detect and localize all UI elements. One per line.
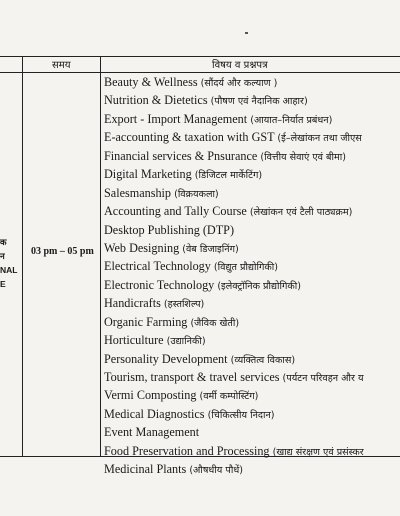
- subject-list: [104, 73, 400, 479]
- subject-hi: (उद्यानिकी): [166, 336, 206, 348]
- subject-en: Salesmanship: [104, 185, 172, 200]
- subject-row: [104, 442, 400, 460]
- subject-hi: (विक्रयकला): [174, 188, 219, 200]
- subject-hi: (वर्मी कम्पोस्टिंग): [199, 391, 259, 403]
- subject-en: Export - Import Management: [104, 111, 248, 126]
- subject-row: [104, 460, 400, 478]
- subject-hi: (वेब डिजाइनिंग): [182, 243, 239, 255]
- subject-row: [104, 239, 400, 257]
- subject-hi: (इलेक्ट्रॉनिक प्रौद्योगिकी): [217, 280, 301, 292]
- subject-hi: (ई–लेखांकन तथा जीएस: [277, 133, 362, 145]
- subject-en: Electrical Technology: [104, 259, 211, 274]
- column-divider-left: [22, 56, 23, 456]
- subject-row: [104, 276, 400, 294]
- time-column-header: समय: [52, 60, 71, 71]
- subject-en: Beauty & Wellness: [104, 75, 198, 89]
- subject-en: Vermi Composting: [104, 388, 197, 403]
- subject-row: [104, 350, 400, 368]
- subject-hi: (विद्युत प्रौद्योगिकी): [213, 262, 278, 274]
- subject-en: E-accounting & taxation with GST: [104, 130, 275, 145]
- subject-hi: (हस्तशिल्प): [163, 299, 205, 311]
- subject-row: [104, 405, 400, 423]
- subject-row: [104, 368, 400, 386]
- left-column-fragment-1: क: [0, 237, 7, 247]
- subject-hi: (डिजिटल मार्केटिंग): [194, 170, 263, 182]
- subject-row: [104, 128, 400, 146]
- subject-en: Organic Farming: [104, 314, 188, 329]
- subject-row: [104, 73, 400, 91]
- subject-en: Desktop Publishing (DTP): [104, 222, 235, 237]
- left-column-fragment-4: E: [0, 279, 6, 289]
- subject-row: [104, 110, 400, 128]
- subject-column-header: विषय व प्रश्नपत्र: [212, 60, 268, 71]
- subject-en: Medicinal Plants: [104, 462, 187, 477]
- subject-row: [104, 165, 400, 183]
- subject-hi: (आयात–निर्यात प्रबंधन): [250, 114, 333, 126]
- left-column-fragment-2: न: [0, 251, 5, 261]
- subject-en: Horticulture: [104, 333, 164, 348]
- subject-row: [104, 202, 400, 220]
- scan-speck: [245, 32, 248, 34]
- left-column-fragment-3: NAL: [0, 265, 18, 275]
- subject-hi: (लेखांकन एवं टैली पाठ्यक्रम): [249, 207, 353, 219]
- subject-en: Personality Development: [104, 351, 228, 366]
- subject-hi: (पर्यटन परिवहन और य: [282, 373, 364, 384]
- subject-en: Accounting and Tally Course: [104, 204, 247, 219]
- subject-row: [104, 313, 400, 331]
- subject-en: Event Management: [104, 425, 200, 440]
- subject-row: [104, 257, 400, 275]
- subject-hi: (सौंदर्य और कल्याण ): [200, 78, 278, 89]
- subject-hi: (वित्तीय सेवाएं एवं बीमा): [260, 151, 346, 163]
- time-slot: 03 pm – 05 pm: [31, 246, 94, 257]
- subject-hi: (जैविक खेती): [190, 317, 240, 329]
- subject-en: Electronic Technology: [104, 277, 215, 292]
- subject-row: [104, 331, 400, 349]
- subject-en: Web Designing: [104, 240, 180, 255]
- subject-en: Tourism, transport & travel services: [104, 370, 280, 384]
- subject-row: [104, 294, 400, 312]
- subject-row: [104, 147, 400, 165]
- subject-en: Financial services & Pnsurance: [104, 148, 258, 163]
- subject-row: [104, 91, 400, 109]
- subject-hi: (चिकित्सीय निदान): [207, 409, 275, 421]
- subject-hi: (खाद्य संरक्षण एवं प्रसंस्कर: [272, 446, 364, 458]
- subject-hi: (औषधीय पौधें): [189, 465, 243, 477]
- subject-en: Medical Diagnostics: [104, 406, 205, 421]
- subject-row: [104, 423, 400, 441]
- column-divider-time: [100, 56, 101, 456]
- subject-en: Handicrafts: [104, 296, 161, 311]
- subject-row: [104, 386, 400, 404]
- subject-en: Digital Marketing: [104, 167, 192, 182]
- subject-row: [104, 221, 400, 239]
- subject-row: [104, 184, 400, 202]
- subject-hi: (व्यक्तित्व विकास): [230, 354, 296, 366]
- subject-en: Food Preservation and Processing: [104, 443, 270, 458]
- subject-hi: (पौषण एवं नैदानिक आहार): [210, 96, 308, 108]
- subject-en: Nutrition & Dietetics: [104, 93, 208, 108]
